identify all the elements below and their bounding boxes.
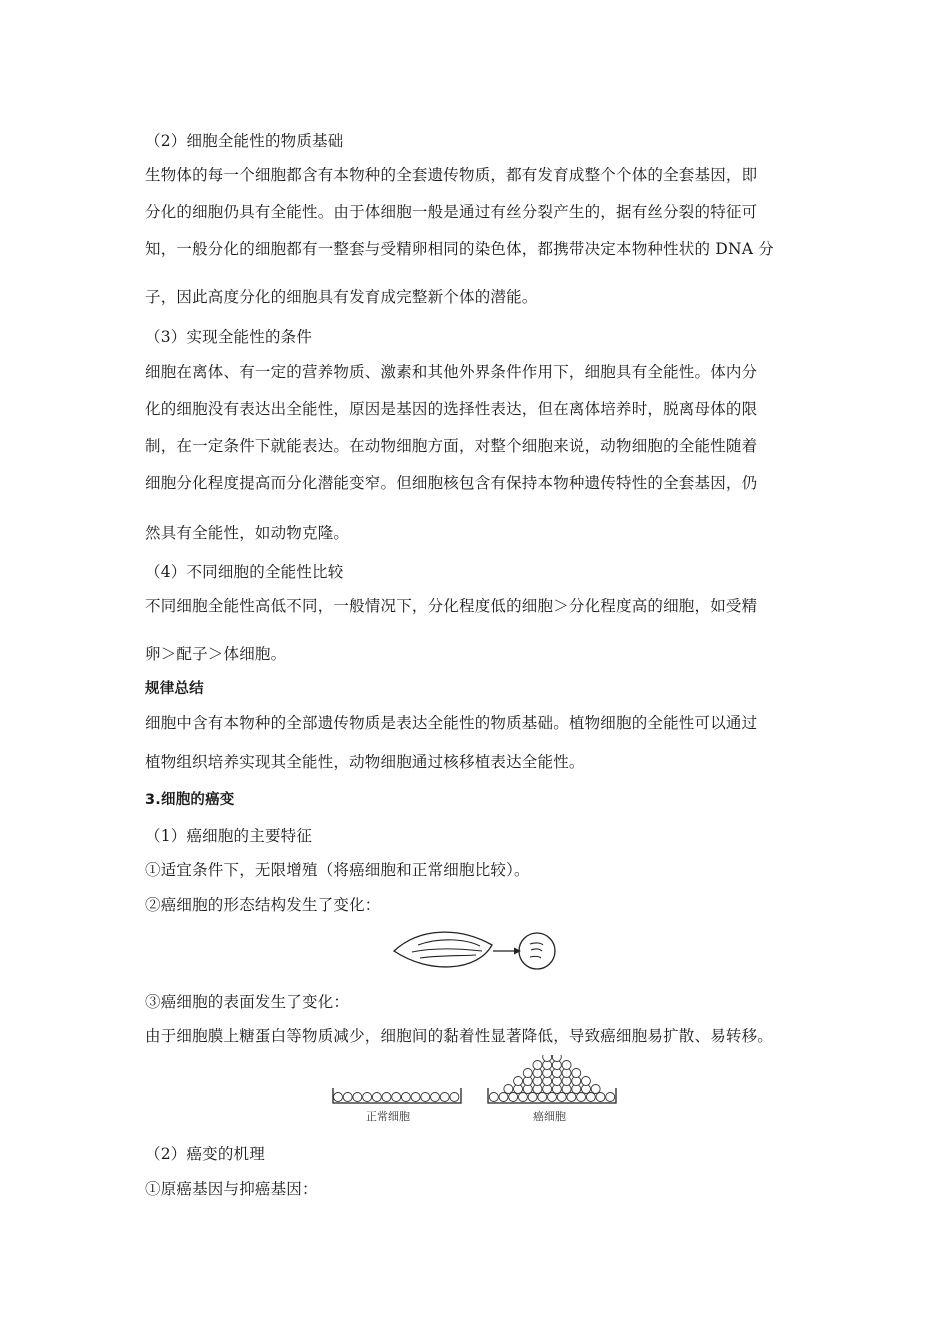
cell-surface-figure xyxy=(330,1055,630,1107)
cell xyxy=(567,1093,576,1102)
figure-label-normal: 正常细胞 xyxy=(366,1110,410,1123)
cell xyxy=(538,1093,547,1102)
cell xyxy=(401,1093,410,1102)
cell xyxy=(577,1093,586,1102)
subheading: （1）癌细胞的主要特征 xyxy=(145,827,313,845)
cell xyxy=(440,1093,449,1102)
cell xyxy=(353,1093,362,1102)
list-item: ②癌细胞的形态结构发生了变化： xyxy=(145,896,381,914)
paragraph-line: 化的细胞没有表达出全能性，原因是基因的选择性表达，但在离体培养时，脱离母体的限 xyxy=(145,400,758,418)
cell xyxy=(421,1093,430,1102)
cell xyxy=(334,1093,343,1102)
cell xyxy=(431,1093,440,1102)
cell xyxy=(586,1093,595,1102)
paragraph-line: 细胞分化程度提高而分化潜能变窄。但细胞核包含有保持本物种遗传特性的全套基因，仍 xyxy=(145,474,758,492)
cell xyxy=(562,1061,571,1070)
cell xyxy=(552,1055,561,1062)
cell xyxy=(514,1077,523,1086)
cell xyxy=(596,1093,605,1102)
paragraph-line: 然具有全能性，如动物克隆。 xyxy=(145,524,350,542)
cancer-heading: 3.细胞的癌变 xyxy=(145,792,235,808)
section-heading: （4）不同细胞的全能性比较 xyxy=(145,563,344,581)
cell xyxy=(543,1055,552,1062)
summary-heading: 规律总结 xyxy=(145,681,204,697)
cell-morphology-figure xyxy=(390,925,560,977)
paragraph-line: 卵＞配子＞体细胞。 xyxy=(145,645,287,663)
section-heading: （2）细胞全能性的物质基础 xyxy=(145,132,344,150)
cell xyxy=(343,1093,352,1102)
cell xyxy=(499,1093,508,1102)
section-heading: （3）实现全能性的条件 xyxy=(145,328,313,346)
paragraph-line: 不同细胞全能性高低不同，一般情况下，分化程度低的细胞＞分化程度高的细胞，如受精 xyxy=(145,597,758,615)
list-item: ①原癌基因与抑癌基因： xyxy=(145,1180,318,1198)
cell xyxy=(572,1069,581,1078)
cell xyxy=(372,1093,381,1102)
list-item: ③癌细胞的表面发生了变化： xyxy=(145,993,350,1011)
cell xyxy=(548,1093,557,1102)
paragraph-line: 细胞在离体、有一定的营养物质、激素和其他外界条件作用下，细胞具有全能性。体内分 xyxy=(145,363,758,381)
paragraph-line: 由于细胞膜上糖蛋白等物质减少，细胞间的黏着性显著降低，导致癌细胞易扩散、易转移。 xyxy=(145,1027,774,1045)
paragraph-line: 制，在一定条件下就能表达。在动物细胞方面，对整个细胞来说，动物细胞的全能性随着 xyxy=(145,437,758,455)
cell xyxy=(382,1093,391,1102)
cell xyxy=(606,1093,615,1102)
cell xyxy=(363,1093,372,1102)
cell xyxy=(450,1093,459,1102)
paragraph-line: 分化的细胞仍具有全能性。由于体细胞一般是通过有丝分裂产生的，据有丝分裂的特征可 xyxy=(145,203,758,221)
cell xyxy=(509,1093,518,1102)
paragraph-line: 子，因此高度分化的细胞具有发育成完整新个体的潜能。 xyxy=(145,288,538,306)
cell xyxy=(518,1093,527,1102)
paragraph-line: 植物组织培养实现其全能性，动物细胞通过核移植表达全能性。 xyxy=(145,753,585,771)
normal-cells-diagram xyxy=(333,1088,461,1103)
cell xyxy=(591,1085,600,1094)
paragraph-line: 细胞中含有本物种的全部遗传物质是表达全能性的物质基础。植物细胞的全能性可以通过 xyxy=(145,714,758,732)
paragraph-line: 知，一般分化的细胞都有一整套与受精卵相同的染色体，都携带决定本物种性状的 DNA 分 xyxy=(145,240,774,258)
cell xyxy=(528,1093,537,1102)
cancer-cells-diagram xyxy=(488,1055,616,1103)
cell xyxy=(557,1093,566,1102)
list-item: ①适宜条件下，无限增殖（将癌细胞和正常细胞比较）。 xyxy=(145,861,530,879)
cell xyxy=(533,1061,542,1070)
cell xyxy=(489,1093,498,1102)
cell xyxy=(392,1093,401,1102)
subheading: （2）癌变的机理 xyxy=(145,1145,265,1163)
cell xyxy=(523,1069,532,1078)
paragraph-line: 生物体的每一个细胞都含有本物种的全套遗传物质，都有发育成整个个体的全套基因，即 xyxy=(145,166,758,184)
figure-label-cancer: 癌细胞 xyxy=(533,1110,566,1123)
cell xyxy=(504,1085,513,1094)
cell xyxy=(411,1093,420,1102)
cell xyxy=(581,1077,590,1086)
